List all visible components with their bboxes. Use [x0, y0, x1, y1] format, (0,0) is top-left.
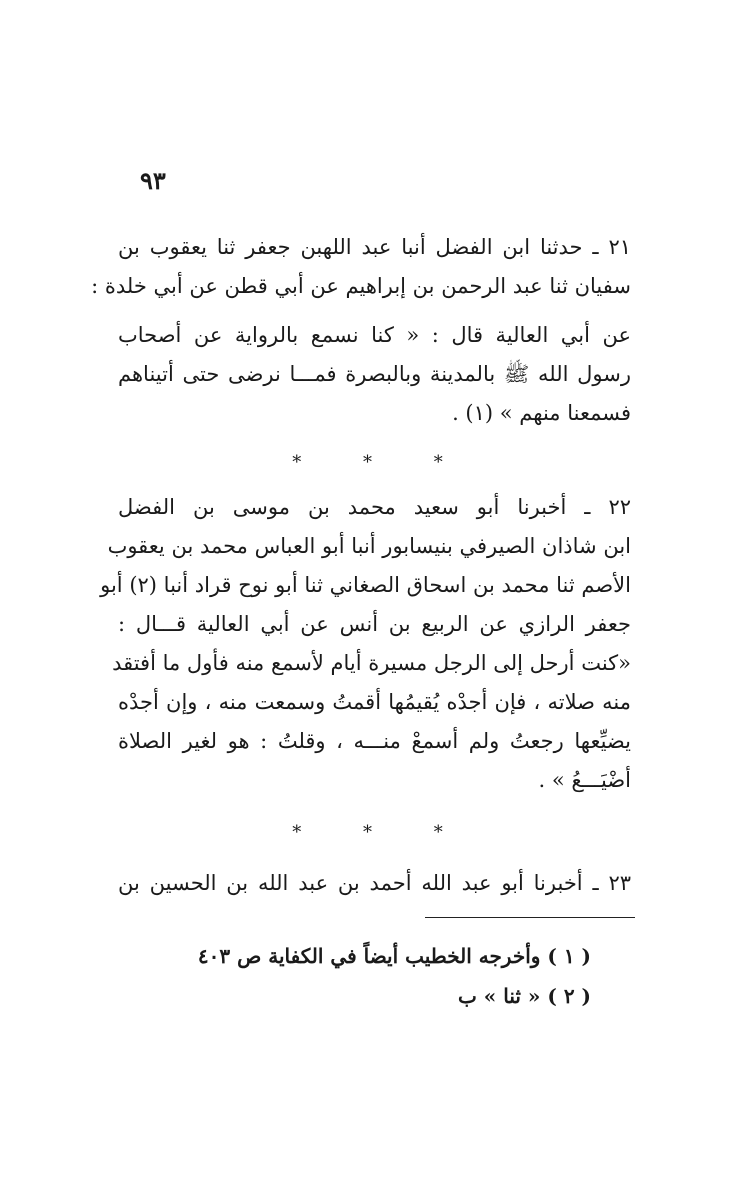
text-line: جعفر الرازي عن الربيع بن أنس عن أبي العالية قـــال : — [118, 612, 631, 636]
text-line: فسمعنا منهم » (١) . — [452, 401, 631, 425]
text-line: سفيان ثنا عبد الرحمن بن إبراهيم عن أبي قطن عن أبي خلدة : — [91, 274, 631, 298]
text-line: يضيِّعها رجعتُ ولم أسمعْ منـــه ، وقلتُ : هو لغير الصلاة — [118, 729, 631, 753]
section-separator: * * * — [292, 822, 471, 843]
text-line: ٢٣ ـ أخبرنا أبو عبد الله أحمد بن عبد الله بن الحسين بن — [118, 871, 631, 895]
text-line: الأصم ثنا محمد بن اسحاق الصغاني ثنا أبو نوح قراد أنبا (٢) أبو — [100, 573, 631, 597]
entry-23 — [118, 864, 631, 903]
text-line: ابن شاذان الصيرفي بنيسابور أنبا أبو العباس محمد بن يعقوب — [107, 534, 631, 558]
text-line: عن أبي العالية قال : « كنا نسمع بالرواية عن أصحاب — [118, 323, 631, 347]
text-line: ٢٢ ـ أخبرنا أبو سعيد محمد بن موسى بن الفضل — [118, 495, 631, 519]
page-number: ٩٣ — [140, 166, 166, 195]
text-line: منه صلاته ، فإن أجدْه يُقيمُها أقمتُ وسمعت منه ، وإن أجدْه — [118, 690, 631, 714]
text-line: أضْيَـــعُ » . — [538, 768, 631, 792]
footnote-divider — [425, 917, 635, 918]
text-line: «كنت أرحل إلى الرجل مسيرة أيام لأسمع منه فأول ما أفتقد — [112, 651, 631, 675]
text-line: ٢١ ـ حدثنا ابن الفضل أنبا عبد اللهبن جعفر ثنا يعقوب بن — [118, 235, 631, 259]
footnote-2: ( ٢ ) « ثنا » ب — [458, 984, 591, 1008]
footnote-1: ( ١ ) وأخرجه الخطيب أيضاً في الكفاية ص ٤٠٣ — [197, 944, 591, 968]
text-line: رسول الله ﷺ بالمدينة وبالبصرة فمـــا نرضى حتى أتيناهم — [118, 362, 631, 386]
entry-21 — [91, 228, 631, 433]
section-separator: * * * — [292, 452, 471, 473]
entry-22 — [100, 488, 631, 800]
